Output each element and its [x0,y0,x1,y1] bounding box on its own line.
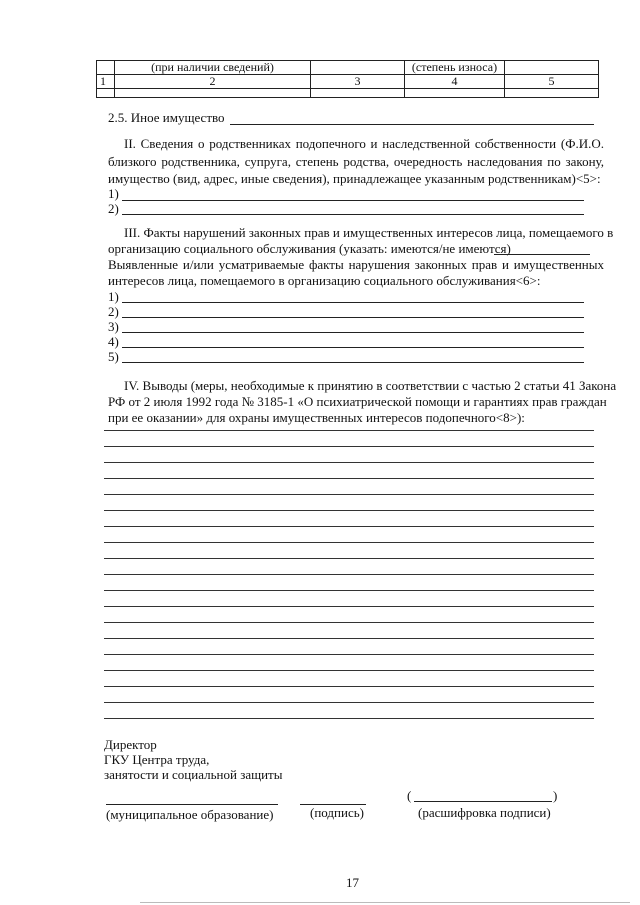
fill-line [122,362,584,363]
fill-line [104,638,594,639]
section-3-line: организацию социального обслуживания (указать: имеются/не имеются) [108,241,511,256]
list-item-label: 1) [108,186,119,201]
municipality-caption: (муниципальное образование) [106,807,274,822]
table-number-cell: 5 [505,75,599,89]
fill-line [122,332,584,333]
fill-line [104,526,594,527]
fill-line [122,214,584,215]
table-header-cell [97,61,115,75]
fill-line [104,686,594,687]
fill-line [122,200,584,201]
list-item-label: 5) [108,349,119,364]
section-4-line: РФ от 2 июля 1992 года № 3185-1 «О психиатрической помощи и гарантиях прав граждан [108,394,607,409]
table-header-cell: (степень износа) [405,61,505,75]
decryption-bracket-close: ) [553,788,558,803]
section-3-revealed-line: Выявленные и/или усматриваемые факты нарушения законных прав и имущественных [108,257,604,272]
fill-line [104,430,594,431]
fill-line [104,574,594,575]
fill-line [104,478,594,479]
section-2-line: имущество (вид, адрес, иные сведения), принадлежащее указанным родственникам)<5>: [108,171,601,186]
fill-line [104,446,594,447]
table-number-cell: 4 [405,75,505,89]
section-4-line: IV. Выводы (меры, необходимые к принятию в соответствии с частью 2 статьи 41 Закона [124,378,617,393]
fill-line [122,347,584,348]
signer-position: занятости и социальной защиты [104,767,283,782]
fill-line [104,622,594,623]
table-number-cell: 3 [311,75,405,89]
bottom-edge-line [140,902,630,903]
table-number-cell: 1 [97,75,115,89]
signer-position: Директор [104,737,157,752]
section-3-line: III. Факты нарушений законных прав и имущественных интересов лица, помещаемого в [124,225,614,240]
signer-position: ГКУ Центра труда, [104,752,210,767]
table-header-row [97,61,599,75]
table-header-cell: (при наличии сведений) [115,61,311,75]
list-item-label: 3) [108,319,119,334]
fill-line [122,302,584,303]
section-3-revealed-line: интересов лица, помещаемого в организацию социального обслуживания<6>: [108,273,541,288]
table-header-cell [505,61,599,75]
table-number-cell: 2 [115,75,311,89]
property-table [96,60,599,98]
list-item-label: 2) [108,304,119,319]
fill-line [104,718,594,719]
fill-line [104,510,594,511]
fill-line [122,317,584,318]
fill-line [494,254,590,255]
section-2-line: II. Сведения о родственниках подопечного и наследственной собственности (Ф.И.О. [124,136,604,151]
fill-line [104,558,594,559]
table-header-cell [311,61,405,75]
municipality-line [106,804,278,805]
fill-line [104,590,594,591]
fill-line [230,124,594,125]
fill-line [104,654,594,655]
fill-line [104,542,594,543]
fill-line [104,494,594,495]
fill-line [104,670,594,671]
table-number-row [97,75,599,89]
list-item-label: 4) [108,334,119,349]
signature-caption: (подпись) [310,805,364,820]
other-property-label: 2.5. Иное имущество [108,110,225,125]
table-empty-row [97,89,599,98]
fill-line [104,702,594,703]
list-item-label: 2) [108,201,119,216]
decryption-caption: (расшифровка подписи) [418,805,551,820]
decryption-bracket-open: ( [407,788,412,803]
decryption-line [414,801,552,802]
page-number: 17 [346,875,359,890]
fill-line [104,606,594,607]
section-4-line: при ее оказании» для охраны имущественных интересов подопечного<8>): [108,410,525,425]
section-2-line: близкого родственника, супруга, степень родства, очередность наследования по закону, [108,154,604,169]
list-item-label: 1) [108,289,119,304]
fill-line [104,462,594,463]
